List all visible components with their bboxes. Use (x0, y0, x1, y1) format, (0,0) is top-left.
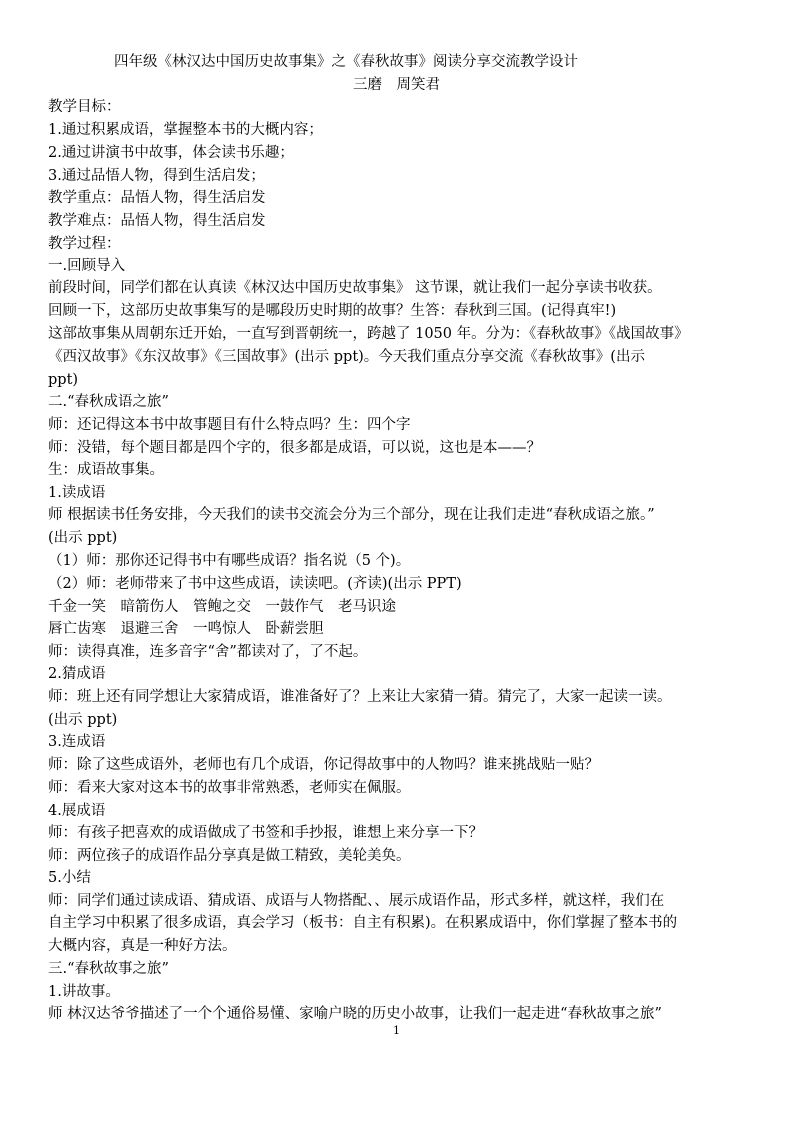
text-line: 2.通过讲演书中故事，体会读书乐趣； (48, 145, 294, 161)
text-line: 大概内容，真是一种好方法。 (48, 938, 237, 954)
text-line: 师：除了这些成语外，老师也有几个成语，你记得故事中的人物吗？谁来挑战贴一贴？ (48, 757, 599, 773)
subsection-heading: 3.连成语 (48, 734, 106, 750)
subsection-heading: 1.讲故事。 (48, 984, 120, 1000)
text-line: 教学难点：品悟人物，得生活启发 (48, 213, 266, 229)
text-line: 生：成语故事集。 (48, 462, 164, 478)
text-line: 这部故事集从周朝东迁开始，一直写到晋朝统一，跨越了 1050 年。分为：《春秋故事》《战国故事》 (48, 326, 689, 342)
text-line: 自主学习中积累了很多成语，真会学习（板书：自主有积累)。在积累成语中，你们掌握了整本书的 (48, 915, 678, 931)
text-line: (出示 ppt) (48, 712, 118, 728)
text-line: 师：有孩子把喜欢的成语做成了书签和手抄报，谁想上来分享一下？ (48, 825, 483, 841)
text-line: 师：班上还有同学想让大家猜成语，谁准备好了？上来让大家猜一猜。猜完了，大家一起读一读。 (48, 689, 672, 705)
text-line: 师：看来大家对这本书的故事非常熟悉，老师实在佩服。 (48, 780, 411, 796)
document-title: 四年级《林汉达中国历史故事集》之《春秋故事》阅读分享交流教学设计 (114, 54, 578, 70)
text-line: 1.通过积累成语，掌握整本书的大概内容； (48, 122, 323, 138)
page-number: 1 (393, 1024, 400, 1037)
text-line: 师 林汉达爷爷描述了一个个通俗易懂、家喻户晓的历史小故事，让我们一起走进“春秋故事之旅” (48, 1006, 662, 1022)
text-line: 前段时间，同学们都在认真读《林汉达中国历史故事集》 这节课，就让我们一起分享读书收获。 (48, 280, 662, 296)
text-line: （1）师：那你还记得书中有哪些成语？指名说（5 个)。 (48, 553, 411, 569)
text-line: 回顾一下，这部历史故事集写的是哪段历史时期的故事？生答：春秋到三国。(记得真牢!) (48, 303, 617, 319)
text-line: (出示 ppt) (48, 530, 118, 546)
idiom-row: 唇亡齿寒 退避三舍 一鸣惊人 卧薪尝胆 (48, 621, 324, 637)
section-heading: 三.“春秋故事之旅” (48, 961, 169, 977)
author-line: 三磨 周笑君 (353, 77, 440, 93)
subsection-heading: 4.展成语 (48, 803, 106, 819)
text-line: 师：还记得这本书中故事题目有什么特点吗？生：四个字 (48, 417, 411, 433)
text-line: 教学过程： (48, 236, 121, 252)
text-line: （2）师：老师带来了书中这些成语，读读吧。(齐读)(出示 PPT) (48, 576, 462, 592)
text-line: 《西汉故事》《东汉故事》《三国故事》(出示 ppt)。今天我们重点分享交流《春秋故事》(出示 (48, 349, 645, 365)
idiom-row: 千金一笑 暗箭伤人 管鲍之交 一鼓作气 老马识途 (48, 599, 396, 615)
text-line: ppt) (48, 372, 79, 388)
subsection-heading: 2.猜成语 (48, 666, 106, 682)
text-line: 教学重点：品悟人物，得生活启发 (48, 190, 266, 206)
text-line: 师：两位孩子的成语作品分享真是做工精致，美轮美奂。 (48, 848, 411, 864)
text-line: 3.通过品悟人物，得到生活启发； (48, 168, 265, 184)
text-line: 师：读得真准，连多音字“舍”都读对了，了不起。 (48, 644, 368, 660)
text-line: 师：同学们通过读成语、猜成语、成语与人物搭配、、展示成语作品，形式多样，就这样，我们在 (48, 893, 665, 909)
section-heading: 一.回顾导入 (48, 258, 126, 274)
text-line: 师：没错，每个题目都是四个字的，很多都是成语，可以说，这也是本——？ (48, 440, 541, 456)
text-line: 教学目标： (48, 99, 121, 115)
subsection-heading: 1.读成语 (48, 485, 106, 501)
subsection-heading: 5.小结 (48, 870, 91, 886)
section-heading: 二.“春秋成语之旅” (48, 394, 169, 410)
text-line: 师 根据读书任务安排，今天我们的读书交流会分为三个部分，现在让我们走进“春秋成语之旅。” (48, 507, 655, 523)
